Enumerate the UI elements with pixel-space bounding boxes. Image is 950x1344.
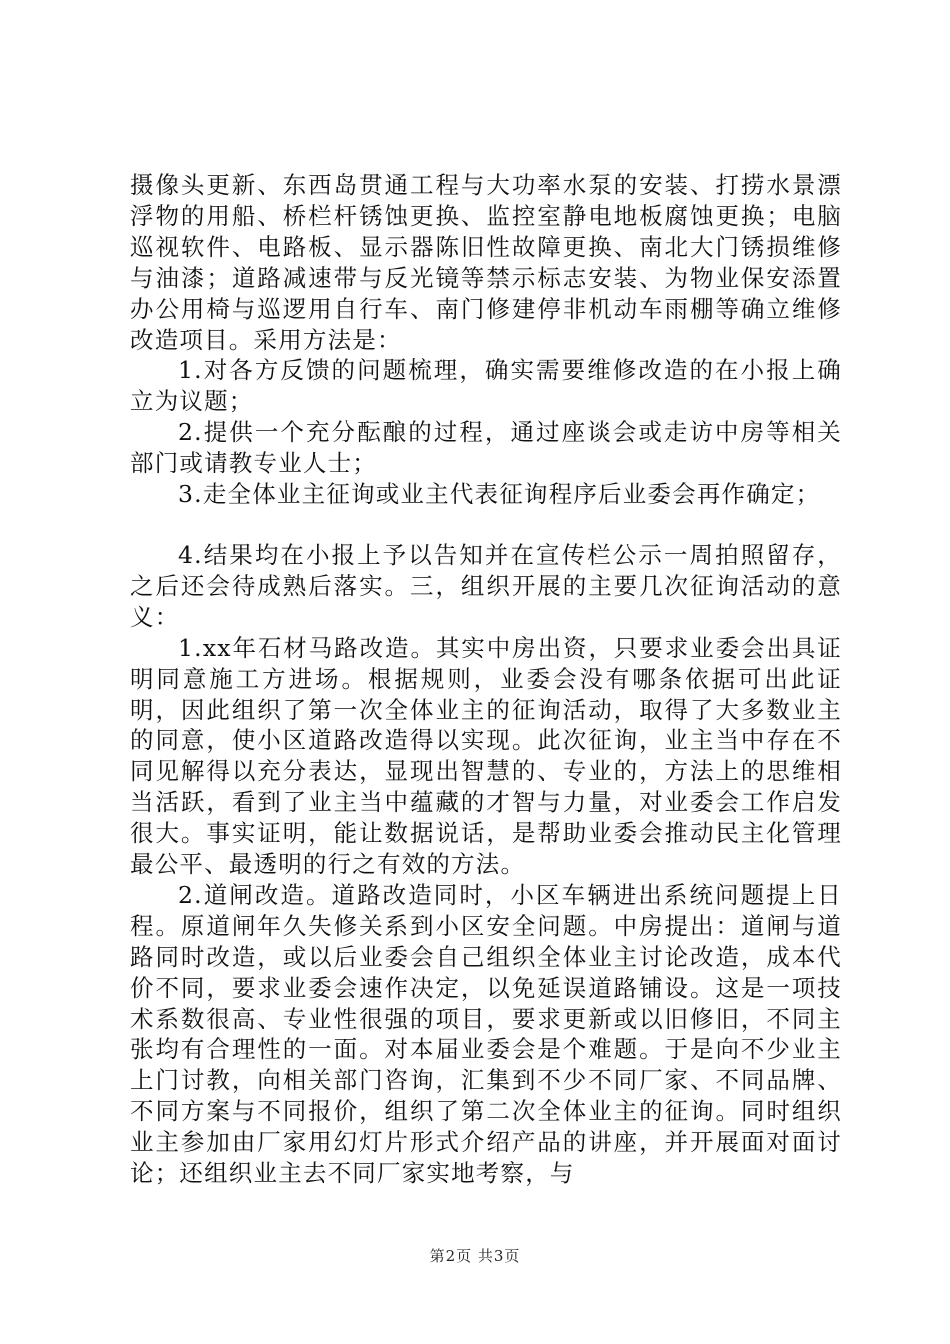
page-number-footer: 第2页 共3页	[429, 1247, 521, 1265]
paragraph-gate-renovation: 2.道闸改造。道路改造同时，小区车辆进出系统问题提上日程。原道闸年久失修关系到小区安全问题。中房提出：道闸与道路同时改造，或以后业委会自己组织全体业主讨论改造，成本代价不同，要求业委会速作决定，以免延误道路铺设。这是一项技术系数很高、专业性很强的项目，要求更新或以旧修旧，不同主张均有合理性的一面。对本届业委会是个难题。于是向不少业主上门讨教，向相关部门咨询，汇集到不少不同厂家、不同品牌、不同方案与不同报价，组织了第二次全体业主的征询。同时组织业主参加由厂家用幻灯片形式介绍产品的讲座，并开展面对面讨论；还组织业主去不同厂家实地考察，与	[130, 880, 842, 1188]
paragraph-road-renovation: 1.xx年石材马路改造。其实中房出资，只要求业委会出具证明同意施工方进场。根据规则，业委会没有哪条依据可出此证明，因此组织了第一次全体业主的征询活动，取得了大多数业主的同意，使小区道路改造得以实现。此次征询，业主当中存在不同见解得以充分表达，显现出智慧的、专业的，方法上的思维相当活跃，看到了业主当中蕴藏的才智与力量，对业委会工作启发很大。事实证明，能让数据说话，是帮助业委会推动民主化管理最公平、最透明的行之有效的方法。	[130, 633, 842, 879]
paragraph-method-3: 3.走全体业主征询或业主代表征询程序后业委会再作确定；	[178, 480, 821, 509]
paragraph-method-1: 1.对各方反馈的问题梳理，确实需要维修改造的在小报上确立为议题；	[130, 356, 842, 416]
paragraph-method-4: 4.结果均在小报上予以告知并在宣传栏公示一周拍照留存，之后还会待成熟后落实。三，组织开展的主要几次征询活动的意义：	[130, 540, 842, 631]
paragraph-project-list: 摄像头更新、东西岛贯通工程与大功率水泵的安装、打捞水景漂浮物的用船、桥栏杆锈蚀更换、监控室静电地板腐蚀更换；电脑巡视软件、电路板、显示器陈旧性故障更换、南北大门锈损维修与油漆；道路减速带与反光镜等禁示标志安装、为物业保安添置办公用椅与巡逻用自行车、南门修建停非机动车雨棚等确立维修改造项目。采用方法是：	[130, 171, 842, 354]
document-body	[130, 170, 842, 1189]
paragraph-method-2: 2.提供一个充分酝酿的过程，通过座谈会或走访中房等相关部门或请教专业人士；	[130, 418, 842, 478]
paragraph-gap	[130, 510, 842, 540]
